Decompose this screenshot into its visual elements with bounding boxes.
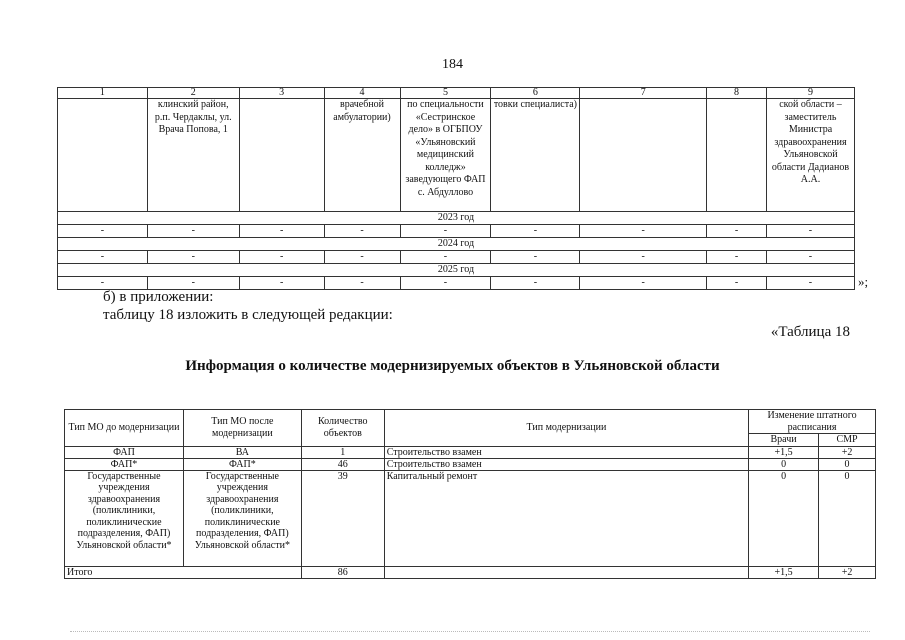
dash-cell: - <box>580 225 707 238</box>
dash-cell: - <box>58 277 148 290</box>
scan-artifact-line <box>70 631 870 632</box>
cell-before: Государственные учреждения здравоохранения (поликлиники, поликлинические подразделения, ФАП) Ульяновской области* <box>65 470 184 566</box>
cell-mod: Строительство взамен <box>384 446 748 458</box>
column-number: 3 <box>239 88 324 99</box>
cell-before: ФАП <box>65 446 184 458</box>
cell-after: Государственные учреждения здравоохранения (поликлиники, поликлинические подразделения, ФАП) Ульяновской области* <box>183 470 301 566</box>
column-number: 2 <box>147 88 239 99</box>
column-number: 6 <box>491 88 580 99</box>
table-cell: врачебной амбулатории) <box>324 99 400 212</box>
table-row <box>58 277 855 290</box>
modernization-table <box>64 409 876 579</box>
table-row <box>58 99 855 212</box>
dash-cell: - <box>707 225 767 238</box>
page-number: 184 <box>442 57 463 72</box>
dash-cell: - <box>239 277 324 290</box>
dash-cell: - <box>324 251 400 264</box>
header-mod-type: Тип модернизации <box>384 410 748 447</box>
table-cell: ской области – заместитель Министра здравоохранения Ульяновской области Дадианов А.А. <box>766 99 854 212</box>
year-label: 2023 год <box>58 212 855 225</box>
dash-cell: - <box>491 277 580 290</box>
total-smr: +2 <box>819 566 876 578</box>
header-type-after: Тип МО после модернизации <box>183 410 301 447</box>
year-label: 2025 год <box>58 264 855 277</box>
dash-cell: - <box>239 251 324 264</box>
total-doctors: +1,5 <box>749 566 819 578</box>
table-row <box>58 225 855 238</box>
column-number: 9 <box>766 88 854 99</box>
cell-count: 1 <box>301 446 384 458</box>
column-number: 5 <box>400 88 491 99</box>
table-title: Информация о количестве модернизируемых объектов в Ульяновской области <box>185 358 720 374</box>
dash-cell: - <box>707 251 767 264</box>
cell-before: ФАП* <box>65 458 184 470</box>
dash-cell: - <box>707 277 767 290</box>
cell-doctors: 0 <box>749 458 819 470</box>
table-reference: «Таблица 18 <box>770 324 850 340</box>
dash-cell: - <box>239 225 324 238</box>
dash-cell: - <box>324 225 400 238</box>
total-row <box>65 566 876 578</box>
dash-cell: - <box>766 251 854 264</box>
cell-after: ВА <box>183 446 301 458</box>
column-number: 4 <box>324 88 400 99</box>
table-header-row <box>58 88 855 99</box>
column-number: 8 <box>707 88 767 99</box>
table-row <box>58 251 855 264</box>
table-cell <box>580 99 707 212</box>
dash-cell: - <box>400 251 491 264</box>
dash-cell: - <box>147 251 239 264</box>
column-number: 1 <box>58 88 148 99</box>
table-cell <box>58 99 148 212</box>
table-row <box>65 470 876 566</box>
dash-cell: - <box>400 225 491 238</box>
column-number: 7 <box>580 88 707 99</box>
dash-cell: - <box>580 277 707 290</box>
year-row <box>58 212 855 225</box>
cell-doctors: +1,5 <box>749 446 819 458</box>
table-cell <box>239 99 324 212</box>
header-type-before: Тип МО до модернизации <box>65 410 184 447</box>
dash-cell: - <box>147 225 239 238</box>
header-doctors: Врачи <box>749 434 819 447</box>
dash-cell: - <box>491 225 580 238</box>
cell-smr: 0 <box>819 458 876 470</box>
paragraph-instruction: таблицу 18 изложить в следующей редакции: <box>103 307 393 323</box>
dash-cell: - <box>766 277 854 290</box>
cell-mod: Строительство взамен <box>384 458 748 470</box>
paragraph-appendix: б) в приложении: <box>103 289 214 305</box>
dash-cell: - <box>324 277 400 290</box>
total-label: Итого <box>65 566 302 578</box>
cell-smr: 0 <box>819 470 876 566</box>
table-cell: клинский район, р.п. Чердаклы, ул. Врача Попова, 1 <box>147 99 239 212</box>
header-count: Количество объектов <box>301 410 384 447</box>
year-label: 2024 год <box>58 238 855 251</box>
dash-cell: - <box>766 225 854 238</box>
total-count: 86 <box>301 566 384 578</box>
cell-doctors: 0 <box>749 470 819 566</box>
header-smr: СМР <box>819 434 876 447</box>
table-row <box>65 446 876 458</box>
table-row <box>65 458 876 470</box>
table-cell: по специальности «Сестринское дело» в ОГБПОУ «Ульяновский медицинский колледж» заведующего ФАП с. Абдуллово <box>400 99 491 212</box>
continuation-table <box>57 87 855 290</box>
dash-cell: - <box>58 225 148 238</box>
cell-after: ФАП* <box>183 458 301 470</box>
table-cell <box>707 99 767 212</box>
table-cell: товки специалиста) <box>491 99 580 212</box>
cell-count: 46 <box>301 458 384 470</box>
dash-cell: - <box>147 277 239 290</box>
cell-smr: +2 <box>819 446 876 458</box>
table-header-row <box>65 410 876 434</box>
year-row <box>58 264 855 277</box>
dash-cell: - <box>491 251 580 264</box>
cell-mod: Капитальный ремонт <box>384 470 748 566</box>
closing-quote: »; <box>858 274 869 289</box>
cell-count: 39 <box>301 470 384 566</box>
total-mod <box>384 566 748 578</box>
dash-cell: - <box>580 251 707 264</box>
year-row <box>58 238 855 251</box>
header-staff-change: Изменение штатного расписания <box>749 410 876 434</box>
dash-cell: - <box>58 251 148 264</box>
dash-cell: - <box>400 277 491 290</box>
